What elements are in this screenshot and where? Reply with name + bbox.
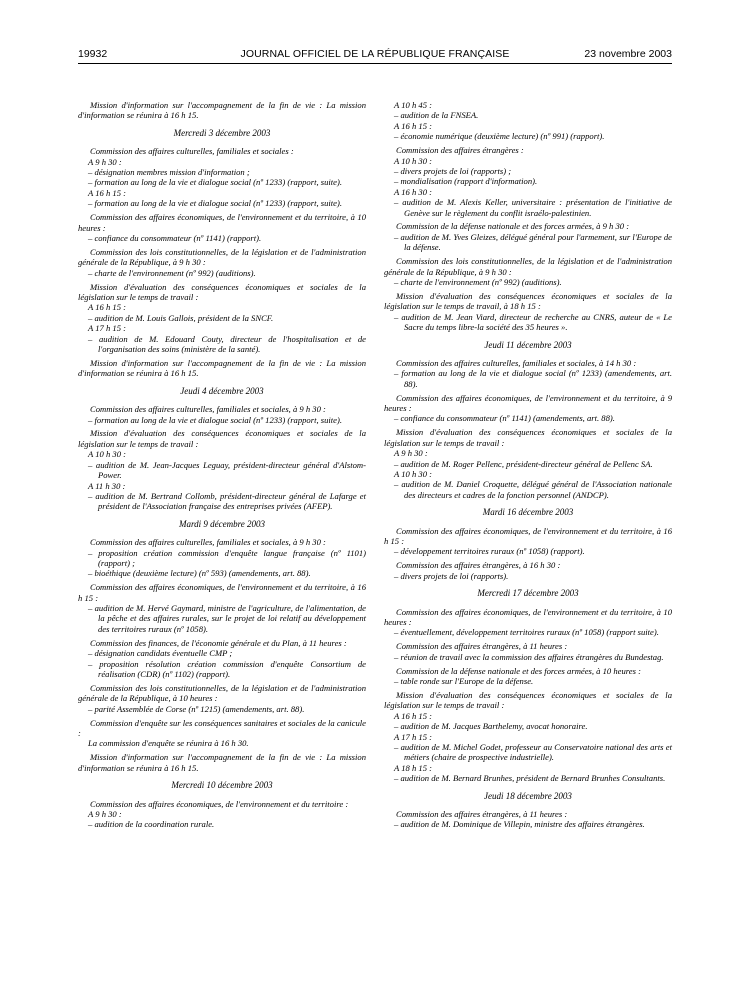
left-column [78,100,366,833]
header-date: 23 novembre 2003 [584,48,672,60]
agenda-entry [384,100,672,142]
agenda-entry [78,799,366,830]
agenda-entry [78,404,366,425]
entry-heading: Mission d'information sur l'accompagnement de la fin de vie : La mission d'information se réunira à 16 h 15. [78,100,366,121]
agenda-entry [384,145,672,218]
agenda-entry [78,638,366,680]
agenda-entry [384,641,672,662]
entry-heading: Mission d'information sur l'accompagnement de la fin de vie : La mission d'information se réunira à 16 h 15. [78,752,366,773]
agenda-item: – audition de M. Daniel Croquette, délégué général de l'Association nationale des directeurs et cadres de la fonction personnel (ANDCP). [394,479,672,500]
date-heading: Jeudi 11 décembre 2003 [484,339,572,350]
agenda-item: – confiance du consommateur (nº 1141) (rapport). [88,232,262,243]
entry-heading: Commission des affaires économiques, de l'environnement et du territoire : [90,798,349,809]
agenda-item: – audition de M. Hervé Gaymard, ministre de l'agriculture, de l'alimentation, de la pêche et des affaires rurales, sur le projet de loi relatif au développement des territoires ruraux (nº 1058). [88,603,366,634]
agenda-item: – économie numérique (deuxième lecture) (nº 991) (rapport). [394,131,605,142]
date-heading: Mercredi 10 décembre 2003 [171,780,273,791]
journal-title: JOURNAL OFFICIEL DE LA RÉPUBLIQUE FRANÇAISE [240,48,510,60]
agenda-item: – formation au long de la vie et dialogue social (nº 1233) (rapport, suite). [88,414,343,425]
agenda-item: – bioéthique (deuxième lecture) (nº 593) (amendements, art. 88). [88,568,311,579]
entry-heading: Commission des affaires culturelles, familiales et sociales : [90,146,294,157]
agenda-entry [384,427,672,500]
session-time: A 18 h 15 : [394,762,433,773]
agenda-item: – audition de M. Louis Gallois, président de la SNCF. [88,312,274,323]
entry-heading: Commission des affaires économiques, de l'environnement et du territoire, à 10 heures : [78,212,366,233]
entry-heading: Commission des affaires étrangères : [396,145,524,156]
right-column [384,100,672,833]
agenda-entry [78,428,366,511]
agenda-entry [384,393,672,424]
entry-heading: Commission des lois constitutionnelles, de la législation et de l'administration générale de la République, à 10 heures : [78,682,366,704]
entry-heading: Commission des affaires culturelles, familiales et sociales, à 9 h 30 : [90,404,326,415]
entry-heading: Commission des affaires culturelles, familiales et sociales, à 14 h 30 : [396,357,637,368]
agenda-item: – développement territoires ruraux (nº 1058) (rapport). [394,546,585,557]
agenda-item: – formation au long de la vie et dialogue social (nº 1233) (rapport, suite). [88,198,343,209]
agenda-item: – proposition résolution création commission d'enquête Consortium de réalisation (CDR) (nº 1102) (rapport). [88,658,366,679]
agenda-item: – mondialisation (rapport d'information). [394,176,538,187]
agenda-entry [384,809,672,830]
entry-heading: Commission des affaires économiques, de l'environnement et du territoire, à 16 h 15 : [78,582,366,603]
agenda-item: – audition de M. Jacques Barthelemy, avocat honoraire. [394,721,588,732]
agenda-entry [384,690,672,784]
entry-heading: Mission d'évaluation des conséquences économiques et sociales de la législation sur le temps de travail : [384,689,672,711]
agenda-item: – audition de M. Michel Godet, professeur au Conservatoire national des arts et métiers (chaire de prospective industrielle). [394,741,672,763]
session-time: A 16 h 15 : [394,120,433,131]
agenda-item: – audition de M. Dominique de Villepin, ministre des affaires étrangères. [394,819,645,830]
session-time: A 10 h 30 : [88,449,127,460]
agenda-entry [78,718,366,749]
agenda-entry [384,358,672,389]
agenda-entry [78,358,366,379]
entry-heading: Commission des affaires culturelles, familiales et sociales, à 9 h 30 : [90,537,326,548]
page-header [78,48,672,64]
page-number: 19932 [78,48,108,60]
entry-heading: Mission d'information sur l'accompagnement de la fin de vie : La mission d'information se réunira à 16 h 15. [78,357,366,379]
agenda-item: – audition de M. Alexis Keller, universitaire : présentation de l'initiative de Genève sur le règlement du conflit israélo-palestinien. [394,197,672,218]
agenda-entry [78,100,366,121]
agenda-item: – audition de la coordination rurale. [88,819,215,830]
agenda-item: – confiance du consommateur (nº 1141) (amendements, art. 88). [394,413,615,424]
agenda-entry [384,666,672,687]
session-time: A 17 h 15 : [394,731,433,742]
session-time: A 9 h 30 : [88,156,122,167]
date-heading: Mercredi 3 décembre 2003 [173,127,271,138]
agenda-entry [78,146,366,208]
agenda-item: – audition de M. Jean Viard, directeur de recherche au CNRS, auteur de « Le Sacre du temps libre-la société des 35 heures ». [394,311,672,333]
entry-heading: Commission des affaires étrangères, à 16 h 30 : [396,560,561,571]
agenda-entry [78,247,366,278]
entry-heading: Commission d'enquête sur les conséquences sanitaires et sociales de la canicule : [78,717,366,739]
agenda-entry [78,582,366,634]
session-time: A 16 h 15 : [88,187,127,198]
date-heading: Mardi 16 décembre 2003 [482,507,574,518]
entry-heading: Commission des affaires économiques, de l'environnement et du territoire, à 16 h 15 : [384,525,672,547]
agenda-item: – audition de M. Roger Pellenc, président-directeur général de Pellenc SA. [394,458,653,469]
agenda-item: – formation au long de la vie et dialogue social (nº 1233) (rapport, suite). [88,177,343,188]
entry-heading: Mission d'évaluation des conséquences économiques et sociales de la législation sur le temps de travail : [384,427,672,448]
session-time: A 10 h 30 : [394,155,433,166]
entry-heading: Commission des finances, de l'économie générale et du Plan, à 11 heures : [90,637,347,648]
date-heading: Mardi 9 décembre 2003 [178,518,266,529]
agenda-item: – audition de M. Yves Gleizes, délégué général pour l'armement, sur l'Europe de la défense. [394,231,672,253]
entry-heading: Mission d'évaluation des conséquences économiques et sociales de la législation sur le temps de travail : [78,428,366,449]
entry-heading: Mission d'évaluation des conséquences économiques et sociales de la législation sur le temps de travail, à 18 h 15 : [384,290,672,312]
entry-heading: Mission d'évaluation des conséquences économiques et sociales de la législation sur le temps de travail : [78,281,366,302]
date-heading: Jeudi 18 décembre 2003 [484,790,572,801]
agenda-entry [384,607,672,638]
agenda-item: – parité Assemblée de Corse (nº 1215) (amendements, art. 88). [88,703,305,714]
entry-heading: Commission des lois constitutionnelles, de la législation et de l'administration générale de la République, à 9 h 30 : [384,256,672,277]
entry-heading: Commission de la défense nationale et des forces armées, à 10 heures : [396,665,641,676]
agenda-entry [384,256,672,287]
agenda-item: – proposition création commission d'enquête langue française (nº 1101) (rapport) ; [88,547,366,568]
session-time: A 9 h 30 : [394,448,428,459]
agenda-entry [384,291,672,333]
agenda-item: – table ronde sur l'Europe de la défense. [394,676,534,686]
entry-heading: Commission des affaires étrangères, à 11 heures : [396,641,568,652]
agenda-item: – formation au long de la vie et dialogue social (nº 1233) (amendements, art. 88). [394,368,672,389]
agenda-entry [78,752,366,773]
date-heading: Jeudi 4 décembre 2003 [180,385,264,396]
entry-heading: Commission des affaires étrangères, à 11 heures : [396,808,568,819]
agenda-entry [78,212,366,243]
agenda-item: – charte de l'environnement (nº 992) (auditions). [394,277,562,287]
agenda-item: – réunion de travail avec la commission des affaires étrangères du Bundestag. [394,651,664,662]
agenda-entry [384,221,672,252]
session-time: A 17 h 15 : [88,323,127,334]
agenda-item: – audition de M. Bernard Brunhes, président de Bernard Brunhes Consultants. [394,773,666,784]
agenda-item: – désignation candidats éventuelle CMP ; [88,648,233,659]
session-time: A 16 h 30 : [394,186,433,197]
agenda-item: – charte de l'environnement (nº 992) (auditions). [88,267,256,278]
entry-heading: Commission des affaires économiques, de l'environnement et du territoire, à 9 heures : [384,392,672,414]
session-time: A 16 h 15 : [88,302,127,313]
agenda-item: – audition de la FNSEA. [394,110,479,121]
session-time: A 10 h 45 : [394,100,433,110]
agenda-item: – désignation membres mission d'information ; [88,167,250,178]
agenda-item: – audition de M. Jean-Jacques Leguay, président-directeur général d'Alstom-Power. [88,459,366,481]
entry-heading: Commission des lois constitutionnelles, de la législation et de l'administration générale de la République, à 9 h 30 : [78,246,366,268]
agenda-entry [78,282,366,355]
agenda-entry [384,560,672,581]
date-heading: Mercredi 17 décembre 2003 [477,588,579,599]
session-time: A 11 h 30 : [88,480,126,491]
session-time: A 10 h 30 : [394,469,433,479]
entry-heading: Commission des affaires économiques, de l'environnement et du territoire, à 10 heures : [384,606,672,627]
header-rule [78,63,672,64]
agenda-entry [384,526,672,557]
agenda-item: – divers projets de loi (rapports) ; [394,165,512,176]
entry-heading: Commission de la défense nationale et des forces armées, à 9 h 30 : [396,221,630,232]
session-time: A 9 h 30 : [88,808,122,819]
agenda-item: – audition de M. Bertrand Collomb, président-directeur général de Lafarge et président de l'Association française des entreprises privées (AFEP). [88,490,366,512]
agenda-item: – divers projets de loi (rapports). [394,570,509,581]
agenda-item: – audition de M. Edouard Couty, directeur de l'hospitalisation et de l'organisation des soins (ministère de la santé). [88,333,366,355]
agenda-entry [78,537,366,579]
agenda-item: – éventuellement, développement territoires ruraux (nº 1058) (rapport suite). [394,627,659,638]
agenda-entry [78,683,366,714]
session-time: A 16 h 15 : [394,710,433,721]
session-time: La commission d'enquête se réunira à 16 h 30. [88,738,249,749]
